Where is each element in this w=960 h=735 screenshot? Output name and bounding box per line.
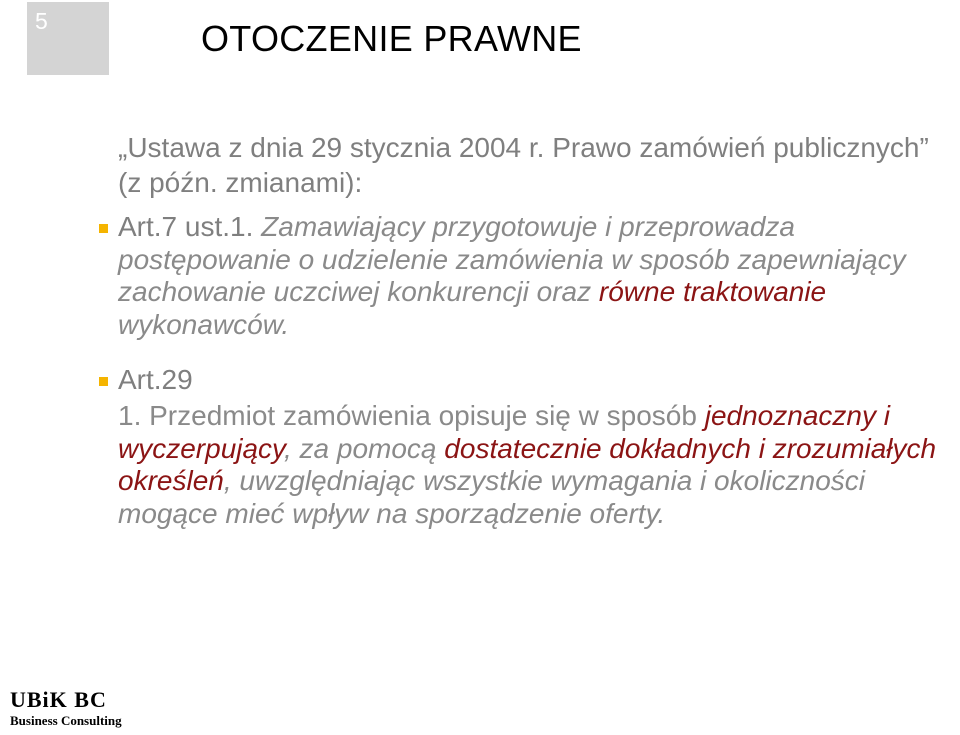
logo-main-text: UBiK BC bbox=[10, 687, 107, 712]
company-logo bbox=[10, 688, 122, 730]
logo-sub-text: Business Consulting bbox=[10, 713, 122, 728]
art29-text-a: 1. Przedmiot zamówienia opisuje się w sposób bbox=[118, 400, 705, 431]
art29-highlight-2: dostatecznie dokładnych i zrozumiałych określeń bbox=[118, 432, 937, 496]
slide-number: 5 bbox=[35, 8, 48, 34]
art7-label: Art.7 ust.1. bbox=[118, 211, 254, 242]
art7-highlight: równe traktowanie bbox=[598, 276, 827, 307]
bullet-icon bbox=[99, 224, 108, 233]
art29-paragraph bbox=[118, 400, 958, 530]
art29-text-b: , za pomocą bbox=[283, 432, 445, 464]
slide-title: OTOCZENIE PRAWNE bbox=[201, 18, 582, 59]
art29-highlight-1: jednoznaczny i wyczerpujący bbox=[118, 400, 890, 464]
art29-label: Art.29 bbox=[118, 364, 193, 395]
art7-text-a: Zamawiający przygotowuje i przeprowadza postępowanie o udzielenie zamówienia w sposób zapewniający zachowanie uczciwej konkurencji oraz bbox=[118, 211, 906, 307]
intro-text: „Ustawa z dnia 29 stycznia 2004 r. Prawo zamówień publicznych” (z późn. zmianami): bbox=[118, 132, 929, 198]
art7-text-b: wykonawców. bbox=[118, 308, 290, 340]
art7-paragraph bbox=[118, 211, 958, 341]
slide-number-box bbox=[27, 2, 109, 75]
bullet-icon bbox=[99, 377, 108, 386]
art29-text-c: , uwzględniając wszystkie wymagania i okoliczności mogące mieć wpływ na sporządzenie oferty. bbox=[118, 465, 865, 529]
